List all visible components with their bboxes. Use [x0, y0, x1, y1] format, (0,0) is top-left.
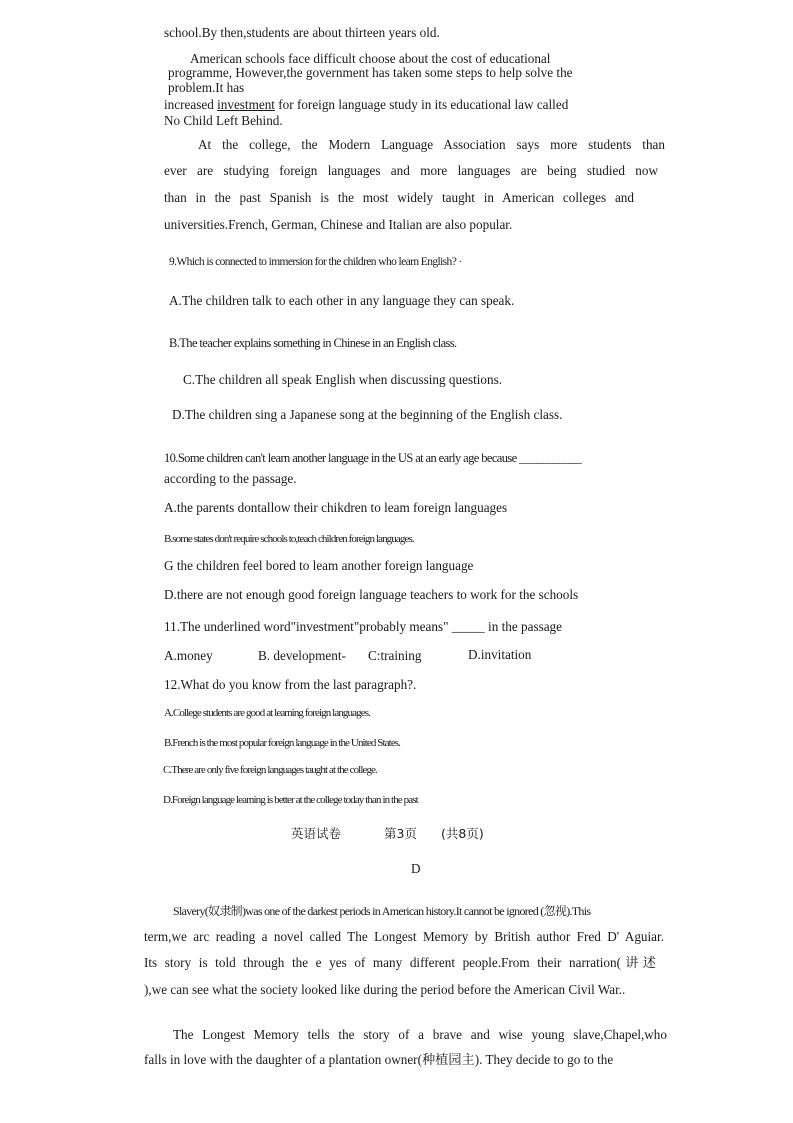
question-11-option-c: C:training	[368, 648, 422, 663]
passage-text: increased	[164, 97, 214, 112]
question-12-option-d: D.Foreign language learning is better at the college today than in the past	[163, 794, 418, 806]
passage-d-line: falls in love with the daughter of a plantation owner(种植园主). They decide to go to the	[144, 1052, 614, 1067]
question-9-option-d: D.The children sing a Japanese song at the beginning of the English class.	[172, 407, 563, 422]
question-10-option-a: A.the parents dontallow their chikdren to leam foreign languages	[164, 500, 508, 515]
question-10-option-c: G the children feel bored to leam another foreign language	[164, 558, 474, 573]
passage-text: for foreign language study in its educational law called	[278, 97, 569, 112]
question-11-option-d: D.invitation	[468, 647, 532, 662]
passage-line: school.By then,students are about thirteen years old.	[164, 25, 440, 40]
question-9-option-b: B.The teacher explains something in Chinese in an English class.	[169, 336, 457, 350]
question-11-stem: 11.The underlined word"investment"probably means" _____ in the passage	[164, 619, 563, 634]
passage-line: No Child Left Behind.	[164, 113, 283, 128]
question-10-option-b: B.some states don't require schools to,teach children foreign languages.	[164, 533, 414, 545]
passage-line: than in the past Spanish is the most widely taught in American colleges and	[164, 190, 634, 205]
question-10-stem-cont: according to the passage.	[164, 471, 297, 486]
footer-subject: 英语试卷	[291, 826, 342, 841]
passage-line: universities.French, German, Chinese and Italian are also popular.	[164, 217, 513, 232]
question-11-option-b: B. development-	[258, 648, 346, 663]
question-10-stem	[164, 450, 581, 466]
question-12-option-b: B.French is the most popular foreign language in the United States.	[164, 737, 401, 749]
footer-page-number: 第3页	[384, 826, 417, 841]
underlined-word-investment: investment	[217, 97, 275, 112]
passage-line	[164, 97, 568, 113]
question-9-stem: 9.Which is connected to immersion for the children who learn English? ·	[169, 256, 462, 268]
footer-total-pages: (共8页)	[441, 826, 484, 841]
question-9-option-c: C.The children all speak English when discussing questions.	[183, 372, 503, 387]
answer-blank: ___________	[519, 451, 582, 465]
passage-line: American schools face difficult choose about the cost of educational	[190, 51, 551, 66]
passage-line: ever are studying foreign languages and more languages are being studied now	[164, 163, 658, 178]
passage-d-line: The Longest Memory tells the story of a brave and wise young slave,Chapel,who	[173, 1027, 667, 1042]
passage-line: programme, However,the government has taken some steps to help solve the	[168, 65, 573, 80]
question-11-option-a: A.money	[164, 648, 213, 663]
section-letter: D	[411, 861, 421, 876]
passage-d-line: Slavery(奴隶制)was one of the darkest periods in American history.It cannot be ignored (忽视).This	[173, 904, 591, 918]
question-10-stem-text: 10.Some children can't learn another language in the US at an early age because	[164, 451, 517, 465]
passage-d-line: term,we arc reading a novel called The Longest Memory by British author Fred D' Aguiar.	[144, 929, 664, 944]
question-12-option-a: A.College students are good at learning foreign languages.	[164, 707, 370, 719]
question-12-stem: 12.What do you know from the last paragraph?.	[164, 677, 417, 692]
question-9-option-a: A.The children talk to each other in any language they can speak.	[169, 293, 515, 308]
passage-d-line: ),we can see what the society looked like during the period before the American Civil War..	[144, 982, 626, 997]
question-10-option-d: D.there are not enough good foreign language teachers to work for the schools	[164, 587, 579, 602]
passage-line: At the college, the Modern Language Association says more students than	[198, 137, 665, 152]
passage-d-line: Its story is told through the e yes of many different people.From their narration(讲述	[144, 955, 656, 970]
question-12-option-c: C.There are only five foreign languages taught at the college.	[163, 764, 377, 776]
passage-line: problem.It has	[168, 80, 245, 95]
